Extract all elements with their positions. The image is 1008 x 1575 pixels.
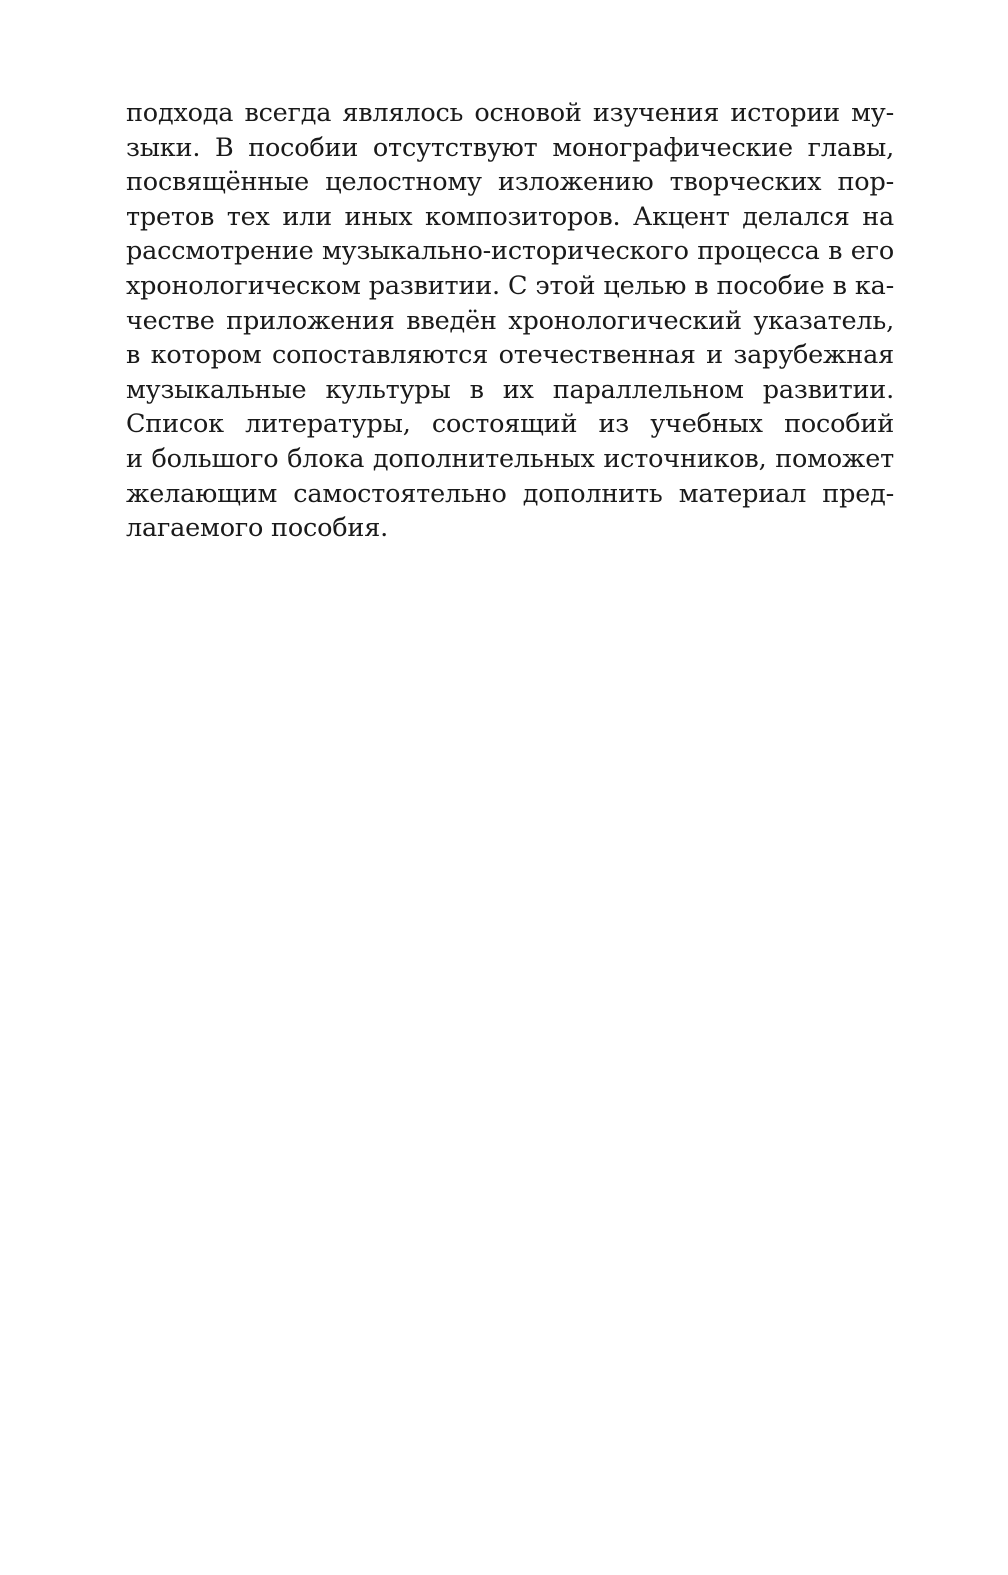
text-line: хронологическом развитии. С этой целью в пособие в ка- [126, 270, 894, 301]
text-line: рассмотрение музыкально-исторического процесса в его [126, 236, 894, 267]
text-line: посвящённые целостному изложению творческих пор- [126, 167, 894, 198]
body-paragraph [126, 96, 894, 546]
text-line: музыкальные культуры в их параллельном развитии. [126, 374, 894, 405]
text-line: зыки. В пособии отсутствуют монографические главы, [126, 132, 894, 163]
text-line: третов тех или иных композиторов. Акцент делался на [126, 201, 894, 232]
text-line: подхода всегда являлось основой изучения истории му- [126, 98, 894, 128]
text-line: в котором сопоставляются отечественная и зарубежная [126, 340, 894, 371]
text-line: желающим самостоятельно дополнить материал пред- [126, 478, 894, 509]
text-line: Список литературы, состоящий из учебных пособий [126, 409, 894, 440]
text-line: и большого блока дополнительных источников, поможет [126, 443, 894, 474]
text-line: лагаемого пособия. [126, 513, 388, 544]
text-line: честве приложения введён хронологический указатель, [126, 305, 894, 336]
